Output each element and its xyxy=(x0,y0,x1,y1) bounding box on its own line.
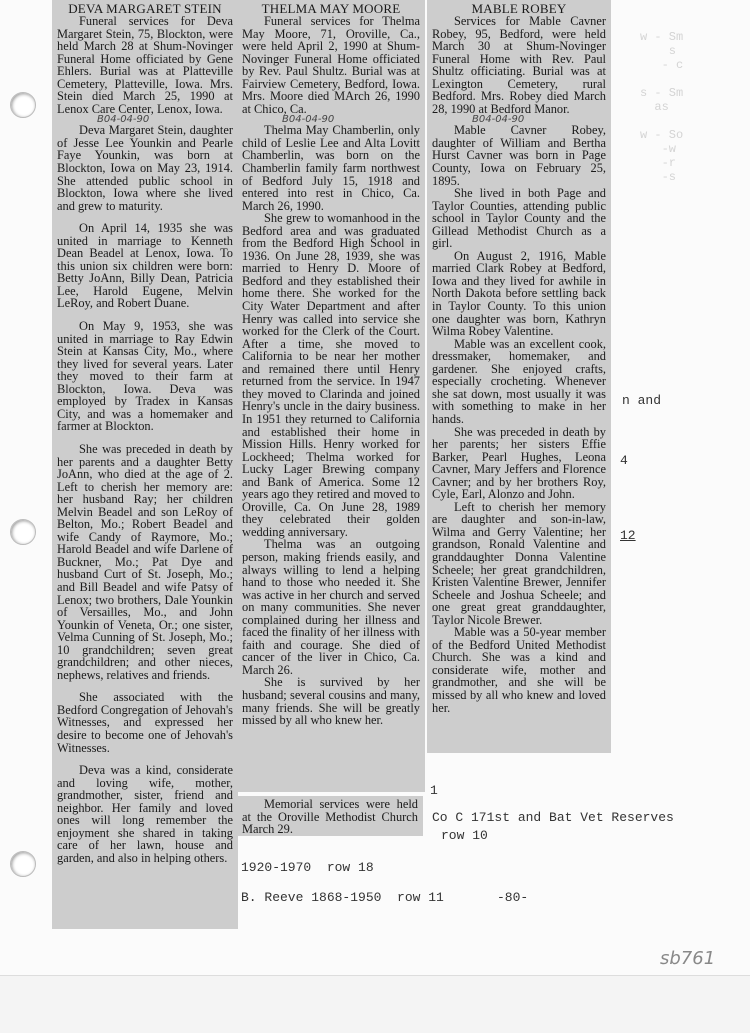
handwritten-note: B04-04-90 xyxy=(472,114,525,126)
handwritten-note: B04-04-90 xyxy=(282,114,335,126)
binder-hole xyxy=(10,851,36,877)
typed-line: 1 xyxy=(430,783,438,798)
binder-hole xyxy=(10,519,36,545)
obituary-paragraph: Funeral services for Thelma May Moore, 71, Oroville, Ca., were held April 2, 1990 at Shum-Novinger Funeral Home officiated by Rev. Paul Shultz. Burial was at Fairview Cemetery, Bedford, Iowa. Mrs. Moore died MArch 26, 1990 at Chico, Ca. xyxy=(242,14,420,116)
obituary-paragraph: She is survived by her husband; several cousins and many, many friends. She will be greatly missed by all who knew her. xyxy=(242,675,420,728)
obituary-paragraph: She associated with the Bedford Congregation of Jehovah's Witnesses, and expressed her desire to become one of Jehovah's Witnesses. xyxy=(57,690,233,755)
obituary-title: MABLE ROBEY xyxy=(471,1,567,16)
obituary-paragraph: Left to cherish her memory are daughter and son-in-law, Wilma and Gerry Valentine; her grandson, Ronald Valentine and granddaughter Donna Valentine Scheele; her great grandchildren, Kristen Valentine Brewer, Jennifer Scheele and Joshua Scheele; and one great great granddaughter, Taylor Nicole Brewer. xyxy=(432,499,606,627)
obituary-title: DEVA MARGARET STEIN xyxy=(68,1,222,16)
obituary-paragraph: She grew to womanhood in the Bedford area and was graduated from the Bedford High School in 1936. On June 28, 1939, she was married to Henry D. Moore of Bedford and they established their home there. She worked for the City Water Department and after Henry was called into service she worked for the Clerk of the Court. After a time, she moved to California to be near her mother and remained there until Henry returned from the service. In 1947 they moved to Clarinda and joined Henry's uncle in the dairy business. In 1951 they returned to California and established their home in Mission Hills. Henry worked for Lockheed; Thelma worked for Lucky Lager Brewing company and Bank of America. Some 12 years ago they retired and moved to Oroville, Ca. On June 28, 1989 they celebrated their golden wedding anniversary. xyxy=(242,211,420,539)
page-number: -80- xyxy=(497,890,529,905)
bleed-through-text: w - Sm s - c s - Sm as w - So -w -r -s xyxy=(640,30,684,184)
obituary-clipping-moore xyxy=(237,0,425,792)
obituary-paragraph: Funeral services for Deva Margaret Stein, 75, Blockton, were held March 28 at Shum-Novinger Funeral Home officiated by Gene Ehlers. Burial was at Platteville Cemetery, Platteville, Iowa. Mrs. Stein died March 25, 1990 at Lenox Care Center, Lenox, Iowa. xyxy=(57,14,233,116)
binder-hole xyxy=(10,92,36,118)
obituary-paragraph: Deva was a kind, considerate and loving wife, mother, grandmother, sister, friend and neighbor. Her family and loved ones will long remember the enjoyment she shared in taking care of her lawn, house and garden, and also in helping others. xyxy=(57,763,233,865)
memorial-text: Memorial services were held at the Oroville Methodist Church March 29. xyxy=(242,797,418,837)
handwritten-note: B04-04-90 xyxy=(97,114,150,126)
obituary-paragraph: On April 14, 1935 she was united in marriage to Kenneth Dean Beadel at Lenox, Iowa. To this union six children were born: Betty JoAnn, Billy Dean, Patricia Lee, Harold Eugene, Melvin LeRoy, and Robert Duane. xyxy=(57,221,233,311)
obituary-paragraph: On May 9, 1953, she was united in marriage to Ray Edwin Stein at Kansas City, Mo., where they lived for several years. Later they moved to their farm at Blockton, Iowa. Deva was employed by Tradex in Kansas City, and was a homemaker and farmer at Blockton. xyxy=(57,319,233,434)
handwritten-label: sb761 xyxy=(660,948,716,969)
obituary-paragraph: Thelma was an outgoing person, making friends easily, and always willing to lend a helping hand to those who needed it. She was active in her church and served on many communities. She never complained during her illness and faced the finality of her illness with faith and courage. She died of cancer of the liver in Chico, Ca. March 26. xyxy=(242,537,420,677)
obituary-paragraph: She lived in both Page and Taylor Counties, attending public school in Taylor County and the Gillead Methodist Church as a girl. xyxy=(432,186,606,251)
obituary-paragraph: Deva Margaret Stein, daughter of Jesse Lee Younkin and Pearle Faye Younkin, was born at Blockton, Iowa on May 23, 1914. She attended public school in Blockton, Iowa where she lived and grew to maturity. xyxy=(57,123,233,213)
obituary-paragraph: Mable was an excellent cook, dressmaker, homemaker, and gardener. She enjoyed crafts, especially crocheting. Whenever she sat down, most usually it was with something to make in her hands. xyxy=(432,336,606,426)
obituary-title: THELMA MAY MOORE xyxy=(261,1,401,16)
obituary-clipping-stein xyxy=(52,0,238,929)
typed-line: 4 xyxy=(620,453,628,468)
typed-line: 12 xyxy=(620,528,636,543)
obituary-paragraph: Mable Cavner Robey, daughter of William and Bertha Hurst Cavner was born in Page County, Iowa on February 25, 1895. xyxy=(432,123,606,188)
typed-line: B. Reeve 1868-1950 row 11 xyxy=(241,890,444,905)
obituary-clipping-robey xyxy=(427,0,611,753)
obituary-paragraph: Mable was a 50-year member of the Bedford United Methodist Church. She was a kind and considerate wife, mother and grandmother, and she will be missed by all who knew and loved her. xyxy=(432,625,606,715)
typed-line: 1920-1970 row 18 xyxy=(241,860,374,875)
obituary-paragraph: Thelma May Chamberlin, only child of Leslie Lee and Alta Lovitt Chamberlin, was born on the Chamberlin family farm northwest of Bedford July 15, 1918 and entered into rest in Chico, Ca. March 26, 1990. xyxy=(242,123,420,213)
typed-line: row 10 xyxy=(441,828,488,843)
typed-line: n and xyxy=(622,393,662,408)
obituary-paragraph: She was preceded in death by her parents; her sisters Effie Barker, Pearl Hughes, Leona Cavner, Mary Jeffers and Florence Cavner; and by her brothers Roy, Cyle, Earl, Alonzo and John. xyxy=(432,424,606,502)
obituary-paragraph: Services for Mable Cavner Robey, 95, Bedford, were held March 30 at Shum-Novinger Funeral Home with Rev. Paul Shultz officiating. Burial was at Lexington Cemetery, rural Bedford. Mrs. Robey died March 28, 1990 at Bedford Manor. xyxy=(432,14,606,116)
obituary-paragraph: On August 2, 1916, Mable married Clark Robey at Bedford, Iowa and they lived for awhile in North Dakota before settling back in Taylor County. To this union one daughter was born, Kathryn Wilma Robey Valentine. xyxy=(432,248,606,339)
memorial-clipping xyxy=(237,796,423,836)
typed-line: Co C 171st and Bat Vet Reserves xyxy=(432,810,674,825)
obituary-paragraph: She was preceded in death by her parents and a daughter Betty JoAnn, who died at the age of 2. Left to cherish her memory are: her husband Ray; her children Melvin Beadel and son LeRoy of Belton, Mo.; Robert Beadel and wife Candy of Raymore, Mo.; Harold Beadel and wife Darlene of Buckner, Mo.; Pat Dye and husband Curt of St. Joseph, Mo.; and Bill Beadel and wife Patsy of Lenox; two brothers, Dale Younkin of Versailles, Mo., and John Younkin of Veneta, Or.; one sister, Velma Cunning of St. Joseph, Mo.; 10 grandchildren; seven great grandchildren; and other nieces, nephews, relatives and friends. xyxy=(57,441,233,682)
